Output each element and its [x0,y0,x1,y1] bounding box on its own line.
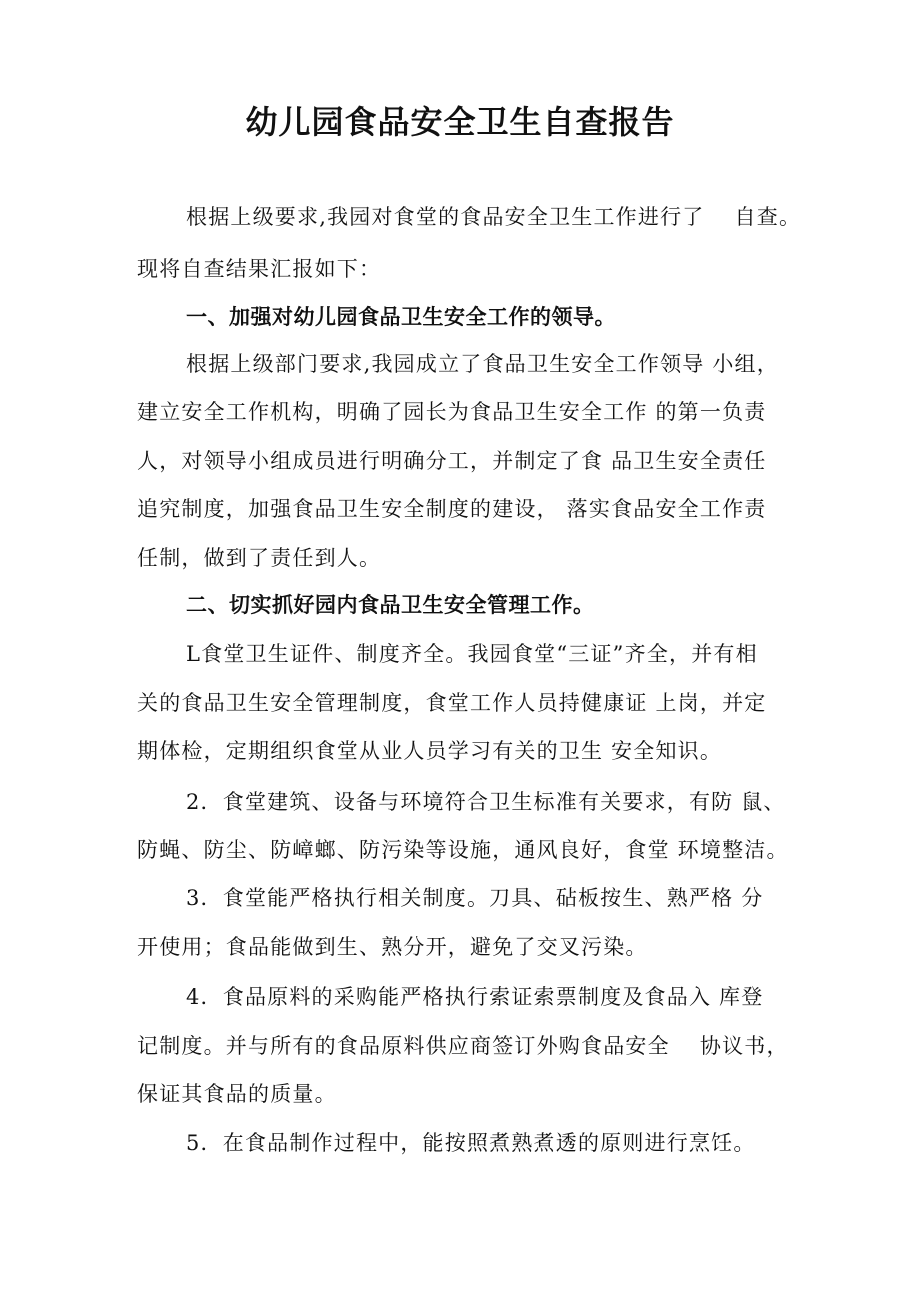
section-2-heading: 二、切实抓好园内食品卫生安全管理工作。 [186,593,595,617]
item-2-line-1: 2．食堂建筑、设备与环境符合卫生标准有关要求，有防 鼠、 [186,790,786,814]
section-1-line-4: 追究制度，加强食品卫生安全制度的建设， 落实食品安全工作责 [137,497,767,521]
section-1-line-1: 根据上级部门要求,我园成立了食品卫生安全工作领导 小组， [186,352,779,376]
section-1-line-5: 任制，做到了责任到人。 [137,546,382,570]
intro-line-1: 根据上级要求,我园对食堂的食品安全卫生工作进行了 自查。 [186,205,802,229]
item-3-line-1: 3．食堂能严格执行相关制度。刀具、砧板按生、熟严格 分 [186,886,764,910]
section-1-heading: 一、加强对幼儿园食品卫生安全工作的领导。 [186,305,616,329]
section-1-line-3: 人，对领导小组成员进行明确分工，并制定了食 品卫生安全责任 [137,449,767,473]
item-4-line-2: 记制度。并与所有的食品原料供应商签订外购食品安全 协议书， [137,1034,789,1058]
item-5-line-1: 5．在食品制作过程中，能按照煮熟煮透的原则进行烹饪。 [186,1131,756,1155]
item-4-line-1: 4．食品原料的采购能严格执行索证索票制度及食品入 库登 [186,985,764,1009]
item-4-line-3: 保证其食品的质量。 [137,1082,337,1106]
section-1-line-2: 建立安全工作机构，明确了园长为食品卫生安全工作 的第一负责 [137,400,767,424]
intro-line-2: 现将自查结果汇报如下： [137,257,382,281]
document-title: 幼儿园食品安全卫生自查报告 [245,103,675,141]
item-1-line-1: L食堂卫生证件、制度齐全。我园食堂“三证”齐全，并有相 [186,642,758,666]
item-1-line-3: 期体检，定期组织食堂从业人员学习有关的卫生 安全知识。 [137,739,723,763]
item-2-line-2: 防蝇、防尘、防嶂螂、防污染等设施，通风良好，食堂 环境整洁。 [137,838,789,862]
item-3-line-2: 开使用；食品能做到生、熟分开，避免了交叉污染。 [137,935,648,959]
item-1-line-2: 关的食品卫生安全管理制度，食堂工作人员持健康证 上岗，并定 [137,691,767,715]
